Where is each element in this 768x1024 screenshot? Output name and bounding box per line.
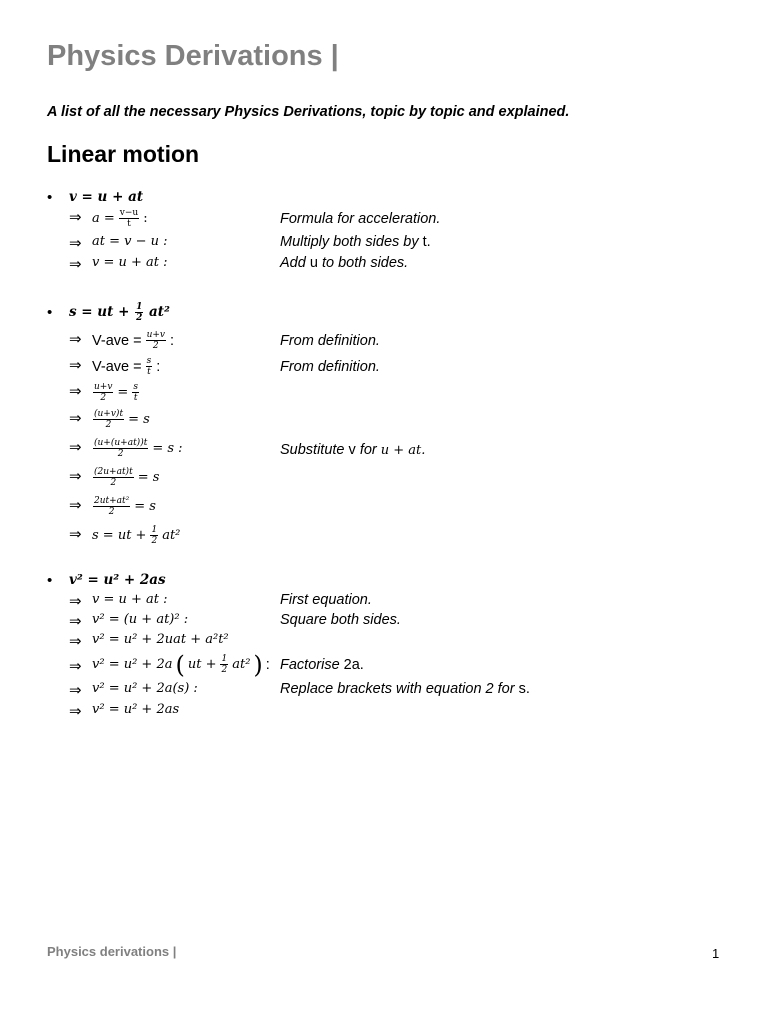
step-expression [92,409,150,430]
fraction [119,208,139,229]
note-pre: Add [280,255,306,271]
step-expression [92,632,229,647]
step-expression [92,525,180,546]
fraction [93,409,124,430]
bullet-symbol: • [47,304,53,321]
expr-pre: v² = u² + 2a [92,657,173,672]
implies-arrow: ⇒ [69,234,82,252]
expr-rhs: = s [128,412,150,427]
fraction [146,330,166,351]
denominator: 2 [105,420,112,430]
numerator: (u+v)t [94,409,124,419]
colon: : [265,656,270,673]
bullet-symbol: • [47,572,53,589]
fraction [135,302,143,323]
implies-arrow: ⇒ [69,681,82,699]
fraction [93,496,130,517]
step-expression [92,681,198,696]
expr: v = u + at : [92,592,168,607]
note-var: v [348,442,356,458]
step-note: From definition. [280,359,380,375]
denominator: 2 [100,393,107,403]
step-note: Formula for acceleration. [280,211,441,227]
step-expression [92,356,160,377]
denominator: t [127,219,131,229]
implies-arrow: ⇒ [69,382,82,400]
expr-pre: s = ut + [92,528,147,543]
expr-in-2: at² [232,657,251,672]
eq-pre: s = ut + [69,304,130,320]
implies-arrow: ⇒ [69,409,82,427]
page-number: 1 [712,946,720,961]
note-text: Replace brackets with equation 2 for [280,681,515,697]
colon: : [156,358,161,375]
implies-arrow: ⇒ [69,702,82,720]
step-expression [92,438,183,459]
close-paren: ) [253,650,263,679]
step-note: Square both sides. [280,612,401,628]
fraction [93,467,134,488]
numerator: s [133,382,138,392]
expr: v² = u² + 2a(s) : [92,681,198,696]
note-mid: for [359,442,377,458]
implies-arrow: ⇒ [69,632,82,650]
step-expression [92,496,156,517]
implies-arrow: ⇒ [69,592,82,610]
note-var: s. [518,681,530,697]
fraction-left [93,382,113,403]
denominator: 2 [108,507,115,517]
expr-lhs: a = [92,211,115,226]
expr-lhs: V-ave = [92,358,142,375]
fraction [93,438,148,459]
fraction-right [132,382,139,403]
denominator: 2 [110,478,117,488]
fraction [150,525,158,546]
denominator: 2 [136,313,143,323]
step-expression [92,592,168,607]
step-note: First equation. [280,592,372,608]
step-expression [92,702,179,717]
colon: : [143,211,148,226]
note-expr: u + at. [380,443,426,458]
numerator: (2u+at)t [94,467,133,477]
expr: at = v − u : [92,234,168,249]
expr-post: at² [162,528,181,543]
step-note [280,255,408,271]
note-var: 2a. [343,657,364,673]
numerator: s [146,356,152,366]
document-title: Physics Derivations | [47,40,339,72]
fraction [220,654,228,675]
step-expression [92,234,168,249]
numerator: u+v [146,330,165,340]
step-note [280,681,530,697]
step-expression [92,467,159,488]
intro-text: A list of all the necessary Physics Derivations, topic by topic and explained. [47,104,570,120]
note-var: u [309,255,318,271]
expr-lhs: V-ave = [92,332,142,349]
step-expression [92,650,270,679]
implies-arrow: ⇒ [69,438,82,456]
step-expression [92,255,168,270]
note-pre: Substitute [280,442,345,458]
section-heading: Linear motion [47,141,200,167]
step-expression [92,330,174,351]
open-paren: ( [175,650,185,679]
colon: : [170,332,175,349]
numerator: (u+(u+at))t [94,438,148,448]
numerator: 1 [151,525,158,535]
numerator: 2ut+at² [94,496,130,506]
note-post: to both sides. [321,255,409,271]
note-var: t. [422,234,431,250]
numerator: u+v [94,382,113,392]
bullet-symbol: • [47,189,53,206]
numerator: 1 [221,654,228,664]
expr-rhs: = s [137,470,160,485]
implies-arrow: ⇒ [69,330,82,348]
denominator: t [147,367,151,377]
numerator: 1 [136,302,143,312]
implies-arrow: ⇒ [69,525,82,543]
step-note [280,657,364,673]
implies-arrow: ⇒ [69,496,82,514]
expr-rhs: = s [134,499,156,514]
implies-arrow: ⇒ [69,255,82,273]
expr: v² = u² + 2uat + a²t² [92,632,229,647]
implies-arrow: ⇒ [69,657,82,675]
step-expression [92,612,188,627]
equation-3-title: v² = u² + 2as [69,572,166,588]
expr: v² = u² + 2as [92,702,180,717]
expr: v = u + at : [92,255,168,270]
implies-arrow: ⇒ [69,467,82,485]
equals: = [117,385,129,400]
expr-in: ut + [187,657,217,672]
denominator: t [133,393,138,403]
step-note [280,234,431,250]
step-note [280,442,425,458]
footer-title: Physics derivations | [47,944,177,959]
equation-2-title [69,302,170,323]
implies-arrow: ⇒ [69,208,82,226]
note-text: Factorise [280,657,340,673]
note-text: Multiply both sides by [280,234,419,250]
eq-post: at² [149,304,170,320]
fraction [146,356,153,377]
implies-arrow: ⇒ [69,356,82,374]
expr: v² = (u + at)² : [92,612,189,627]
denominator: 2 [117,449,124,459]
expr-rhs: = s : [152,441,183,456]
step-note: From definition. [280,333,380,349]
step-expression [92,208,148,229]
numerator: v−u [119,208,139,218]
denominator: 2 [151,536,158,546]
step-expression [92,382,140,403]
denominator: 2 [152,341,159,351]
denominator: 2 [221,665,228,675]
implies-arrow: ⇒ [69,612,82,630]
equation-1-title: v = u + at [69,189,144,205]
